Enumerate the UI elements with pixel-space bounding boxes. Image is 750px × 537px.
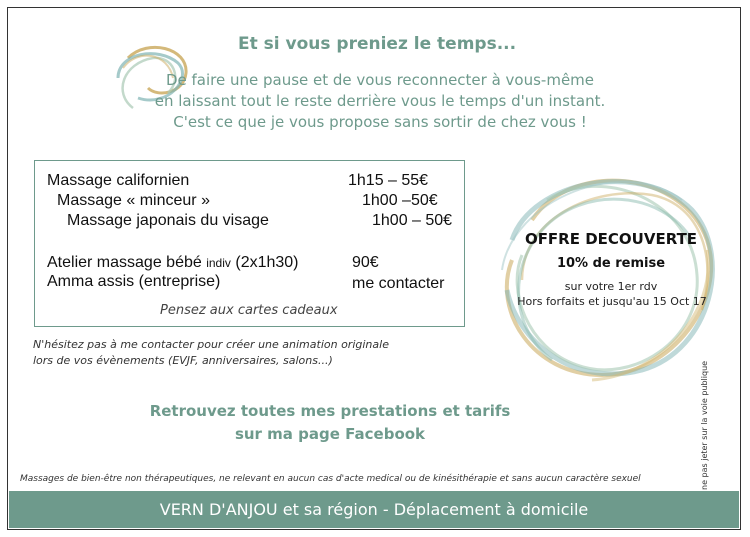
price-value: 90€	[352, 254, 379, 271]
price-name: Massage californien	[47, 172, 190, 189]
price-name-group	[47, 254, 299, 272]
price-name-extra: (2x1h30)	[235, 254, 299, 271]
vertical-note: ne pas jeter sur la voie publique	[700, 360, 709, 490]
price-value: 1h15 – 55€	[348, 172, 429, 189]
disclaimer: Massages de bien-être non thérapeutiques, ne relevant en aucun cas d'acte medical ou de kinésithérapie et sans aucun caractère sexuel	[20, 474, 641, 484]
event-note-line: lors de vos évènements (EVJF, anniversaires, salons...)	[33, 354, 333, 367]
promo-swirl-icon	[492, 160, 722, 390]
intro-line: De faire une pause et de vous reconnecter à vous-même	[165, 71, 595, 89]
offer-line: Hors forfaits et jusqu'au 15 Oct 17	[517, 295, 707, 308]
price-name: Massage japonais du visage	[67, 212, 269, 229]
intro-line: en laissant tout le reste derrière vous le temps d'un instant.	[154, 92, 606, 110]
intro-line: C'est ce que je vous propose sans sortir de chez vous !	[173, 113, 587, 131]
facebook-line: Retrouvez toutes mes prestations et tarifs	[149, 402, 511, 420]
intro-text	[130, 70, 630, 133]
footer-text: VERN D'ANJOU et sa région - Déplacement à domicile	[159, 500, 589, 519]
price-name: Amma assis (entreprise)	[47, 273, 221, 290]
footer-banner	[9, 491, 739, 528]
price-name: Atelier massage bébé	[47, 254, 202, 271]
offer-title: OFFRE DECOUVERTE	[524, 230, 698, 248]
event-note	[33, 337, 389, 369]
offer-discount: 10% de remise	[556, 256, 666, 271]
price-value: 1h00 – 50€	[372, 212, 453, 229]
facebook-line: sur ma page Facebook	[234, 425, 426, 443]
price-name: Massage « minceur »	[57, 192, 210, 209]
headline: Et si vous preniez le temps...	[238, 34, 517, 54]
price-name-small: indiv	[206, 256, 231, 270]
event-note-line: N'hésitez pas à me contacter pour créer une animation originale	[33, 338, 389, 351]
price-value: me contacter	[352, 275, 445, 292]
gift-card-note: Pensez aux cartes cadeaux	[160, 303, 338, 318]
price-value: 1h00 –50€	[362, 192, 438, 209]
offer-line: sur votre 1er rdv	[564, 280, 658, 293]
facebook-callout	[120, 400, 540, 446]
